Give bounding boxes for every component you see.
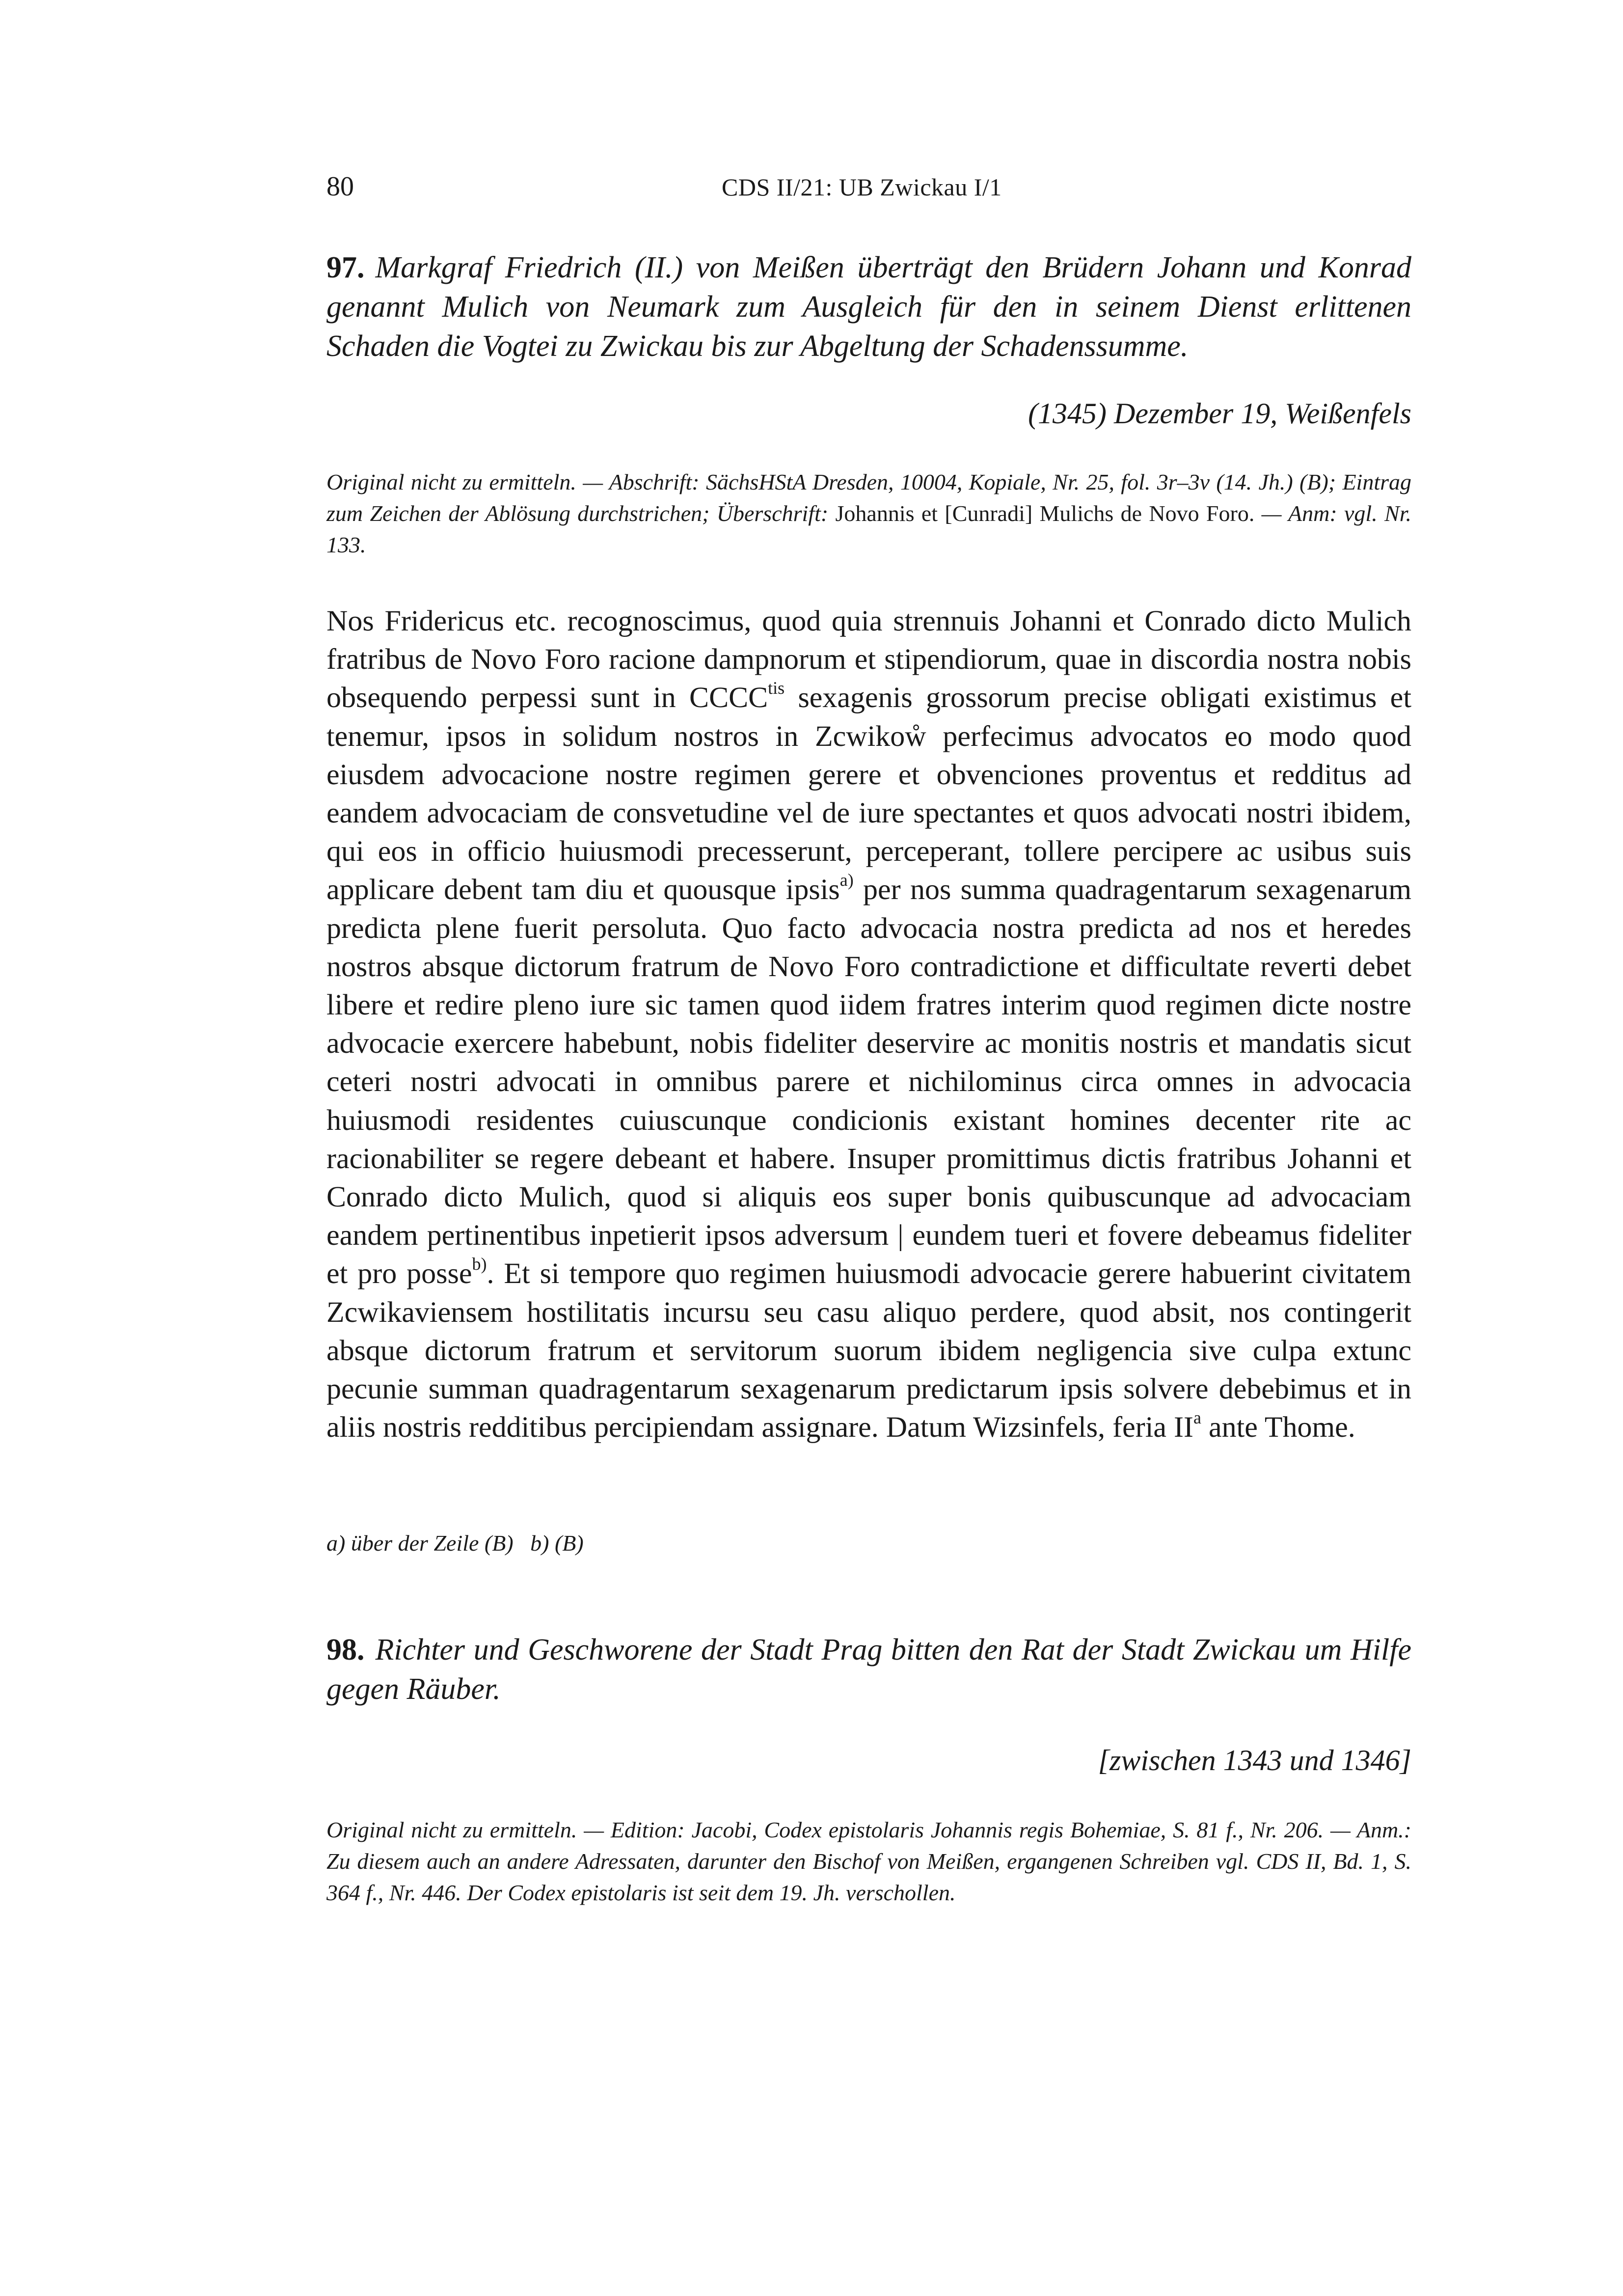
entry-dateline: [zwischen 1343 und 1346] [1098,1744,1411,1777]
superscript: tis [768,678,785,698]
entry-number: 98. [326,1633,365,1667]
entry-97-dateline-row [326,399,1411,433]
running-head: CDS II/21: UB Zwickau I/1 [722,173,1002,201]
text-part: . Et si tempore quo regimen huiusmodi advocacie gerere habuerint civitatem Zcwikaviensem hostilitatis incursu seu casu aliquo perdere, quod absit, nos contingerit absque dictorum fratrum et servitorum suorum ibidem negligencia sive culpa extunc pecunie summan quadragentarum sexagenarum predictarum ipsis solvere debebimus et in aliis nostris redditibus percipiendam assignare. Datum Wizsinfels, feria II [326,1257,1411,1444]
source-citation: Original nicht zu ermitteln. — Edition: Jacobi, Codex epistolaris Johannis regis Bohemiae, S. 81 f., Nr. 206. — Anm.: Zu diesem auch an andere Adressaten, darunter den Bischof von Meißen, ergangenen Schreiben vgl. CDS II, Bd. 1, S. 364 f., Nr. 446. Der Codex epistolaris ist seit dem 19. Jh. verschollen. [326,1817,1411,1905]
source-heading-text: Johannis et [Cunradi] Mulichs de Novo Foro. [828,501,1262,526]
entry-dateline: (1345) Dezember 19, Weißenfels [1028,397,1411,430]
text-part: Nos Fridericus etc. recognoscimus, quod quia strennuis Johanni et Conrado dicto Mulich fratribus de Novo Foro racione dampnorum et stipendiorum, quae in discordia nostra nobis obsequendo perpessi sunt in CCCC [326,604,1411,714]
entry-number: 97. [326,251,365,284]
entry-97-notes [326,1532,1411,1555]
source-note: — Anm: vgl. Nr. 133. [326,501,1412,557]
footnote-marker-b: b) [472,1254,487,1274]
entry-97-heading [326,248,1411,366]
entry-97-text [326,601,1411,1446]
entry-98-heading [326,1630,1411,1709]
entry-98-source [326,1814,1411,1909]
entry-97-source [326,466,1411,561]
text-part: per nos summa quadragentarum sexagenarum predicta plene fuerit persoluta. Quo facto advocacia nostra predicta ad nos et heredes nostros absque dictorum fratrum de Novo Foro contradictione et difficultate reverti debet libere et redire pleno iure sic tamen quod iidem fratres interim quod regimen dicte nostre advocacie exercere habebunt, nobis fideliter deservire ac monitis nostris et mandatis sicut ceteri nostri advocati in omnibus parere et nichilominus circa omnes in advocacia huiusmodi residentes cuiuscunque condicionis existant homines decenter rite ac racionabiliter se regere debeant et habere. Insuper promittimus dictis fratribus Johanni et Conrado dicto Mulich, quod si aliquis eos super bonis quibuscunque ad advocaciam eandem pertinentibus inpetierit ipsos adversum | eundem tueri et fovere debeamus fideliter et pro posse [326,873,1411,1290]
superscript: a [1193,1408,1201,1428]
entry-regest: Richter und Geschworene der Stadt Prag bitten den Rat der Stadt Zwickau um Hilfe gegen Räuber. [326,1633,1411,1706]
entry-regest: Markgraf Friedrich (II.) von Meißen überträgt den Brüdern Johann und Konrad genannt Mulich von Neumark zum Ausgleich für den in seinem Dienst erlittenen Schaden die Vogtei zu Zwickau bis zur Abgeltung der Schadenssumme. [326,251,1411,363]
source-citation: Original nicht zu ermitteln. — Abschrift: SächsHStA Dresden, 10004, Kopiale, Nr. 25, fol. 3r–3v (14. Jh.) (B); Eintrag zum Zeichen der Ablösung durchstrichen; Überschrift: [326,469,1411,526]
page-number: 80 [326,171,354,202]
text-part: sexagenis grossorum precise obligati existimus et tenemur, ipsos in solidum nostros in Zcwikoẘ perfecimus advocatos eo modo quod eiusdem advocacione nostre regimen gerere et obvenciones proventus et redditus ad eandem advocaciam de consvetudine vel de iure spectantes et quos advocati nostri ibidem, qui eos in officio huiusmodi precesserunt, perceperant, tollere percipere ac usibus suis applicare debent tam diu et quousque ipsis [326,681,1411,906]
footnotes: a) über der Zeile (B) b) (B) [326,1531,584,1556]
text-part: ante Thome. [1201,1411,1355,1444]
entry-98-dateline-row [326,1746,1411,1780]
footnote-marker-a: a) [839,870,854,890]
